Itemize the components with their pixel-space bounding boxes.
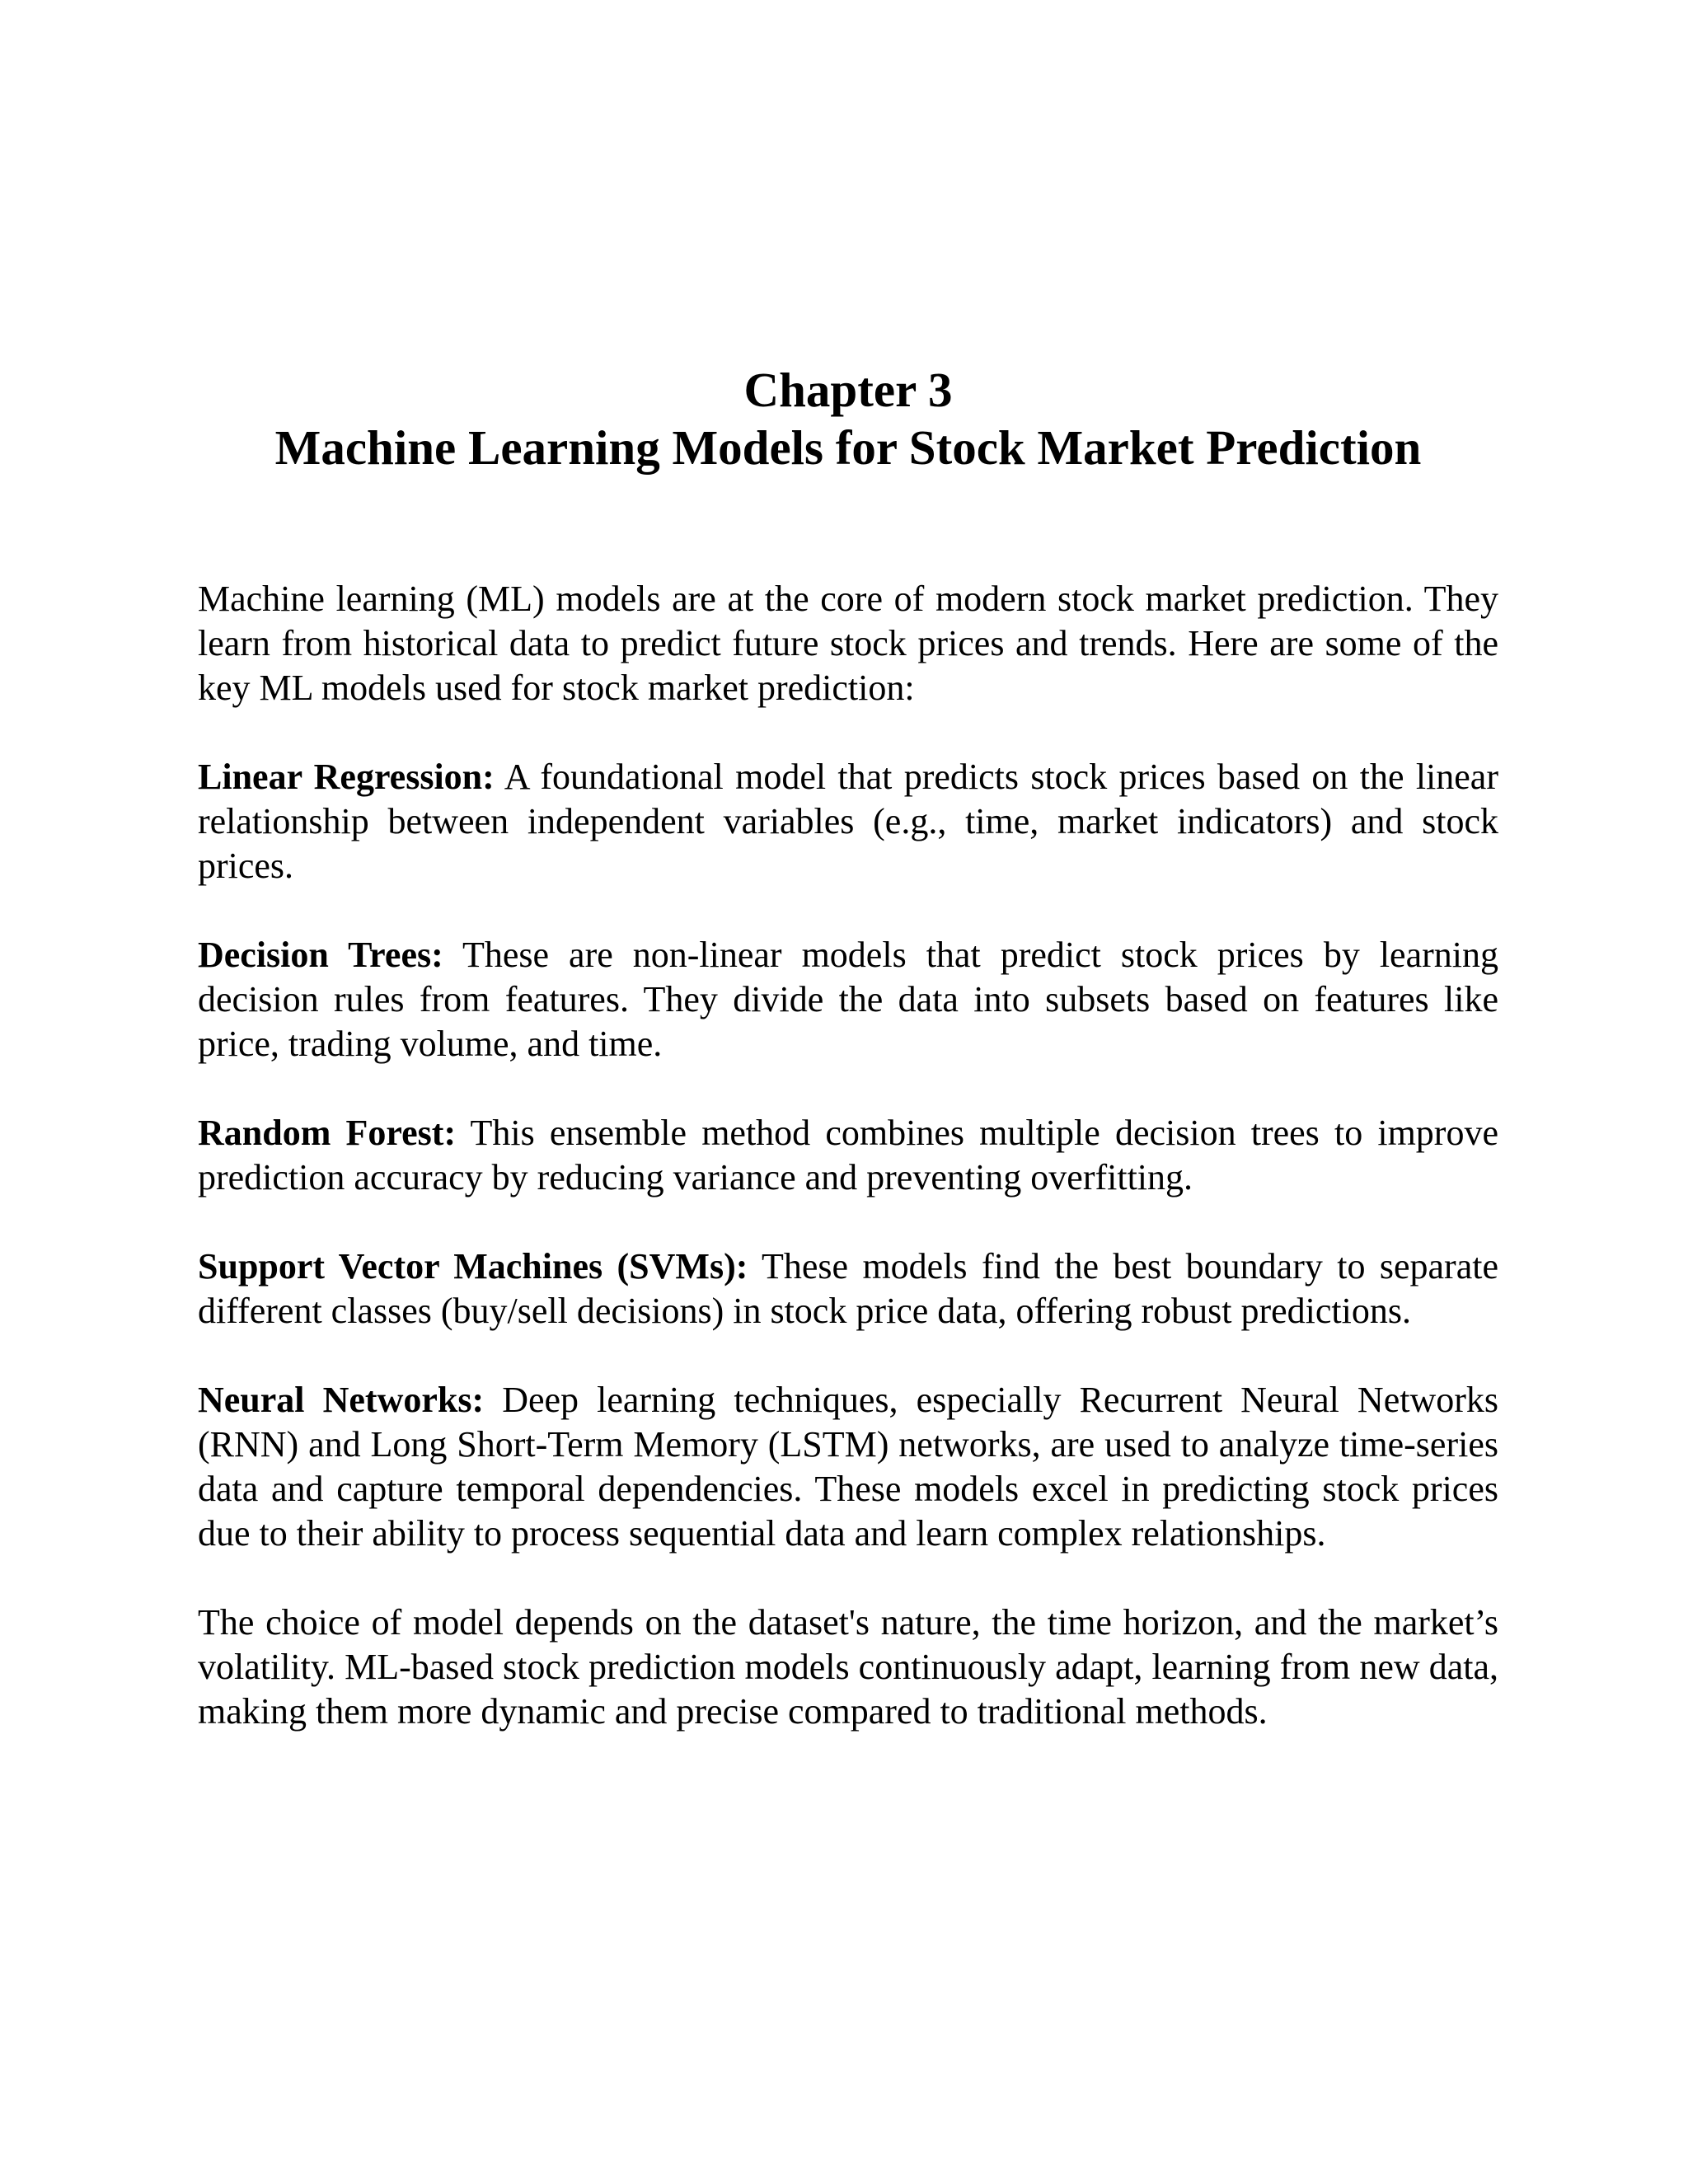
chapter-number: Chapter 3: [743, 363, 953, 417]
model-description: Deep learning techniques, especially Recurrent Neural Networks (RNN) and Long Short-Term Memory (LSTM) networks, are used to analyze time-series data and capture temporal dependencies. These models excel in predicting stock prices due to their ability to process sequential data and learn complex relationships.: [198, 1380, 1498, 1554]
model-description: This ensemble method combines multiple decision trees to improve prediction accuracy by reducing variance and preventing overfitting.: [198, 1113, 1498, 1197]
model-paragraph-neural-networks: [198, 1378, 1498, 1556]
model-term: Random Forest:: [198, 1113, 457, 1153]
intro-paragraph: Machine learning (ML) models are at the core of modern stock market prediction. They learn from historical data to predict future stock prices and trends. Here are some of the key ML models used for stock market prediction:: [198, 579, 1498, 708]
model-paragraph-random-forest: [198, 1111, 1498, 1200]
chapter-heading: [198, 361, 1498, 476]
model-term: Support Vector Machines (SVMs):: [198, 1246, 748, 1286]
chapter-body: [198, 577, 1498, 1779]
model-paragraph-linear-regression: [198, 755, 1498, 888]
model-description: These models find the best boundary to separate different classes (buy/sell decisions) in stock price data, offering robust predictions.: [198, 1246, 1498, 1331]
model-description: A foundational model that predicts stock prices based on the linear relationship between independent variables (e.g., time, market indicators) and stock prices.: [198, 757, 1498, 886]
model-paragraph-svm: [198, 1244, 1498, 1333]
model-paragraph-decision-trees: [198, 933, 1498, 1066]
model-term: Decision Trees:: [198, 935, 443, 975]
conclusion-paragraph: The choice of model depends on the dataset's nature, the time horizon, and the market’s volatility. ML-based stock prediction models continuously adapt, learning from new data, making them more dynamic and precise compared to traditional methods.: [198, 1602, 1498, 1732]
model-term: Neural Networks:: [198, 1380, 485, 1420]
model-term: Linear Regression:: [198, 757, 495, 797]
model-description: These are non-linear models that predict stock prices by learning decision rules from features. They divide the data into subsets based on features like price, trading volume, and time.: [198, 935, 1498, 1064]
chapter-title: Machine Learning Models for Stock Market Prediction: [274, 420, 1422, 475]
